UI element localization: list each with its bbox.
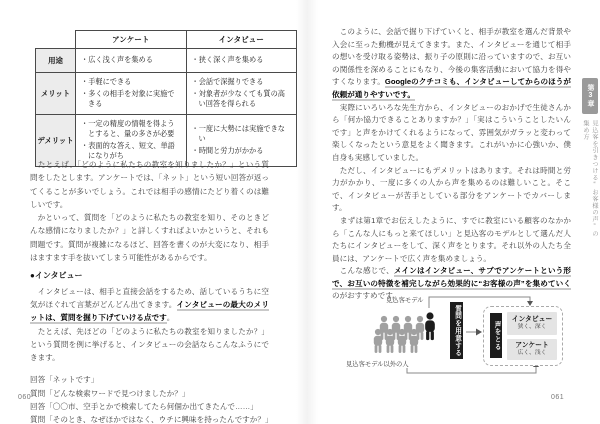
paragraph: たとえば、先ほどの「どのように私たちの教室を知りましたか？」という質問を例に挙げると、インタビューの会話ならこんなふうにできます。	[30, 326, 269, 363]
collect-voices-box: 声をとる	[490, 313, 502, 358]
table-cell: ・広く浅く声を集める	[76, 49, 187, 73]
highlighted-text: Googleのクチコミも、インタビューしてからのほうが依頼が通りやすいです。	[332, 77, 571, 99]
prepare-questions-box: 質問を用意する	[450, 302, 463, 359]
crowd-group	[374, 316, 424, 353]
person-icon	[374, 329, 382, 353]
paragraph: インタビューは、相手と直接会話をするため、話しているうちに空気がほぐれて言葉がどんどん出てきます。インタビューの最大のメリットは、質問を掘り下げていける点です。	[30, 286, 270, 323]
person-icon	[410, 329, 418, 353]
survey-box: アンケート 広く、浅く	[507, 339, 557, 360]
left-page-body	[30, 158, 273, 424]
row-header-demerit: デメリット	[36, 114, 76, 166]
paragraph: かといって、質問を「どのように私たちの教室を知り、そのときどんな感情になりましたか？」と詳しくすればよいかというと、それも問題です。質問が複雑になるほど、回答を書くのが大変になり、相手はますます手を抜いてしまう可能性があるからです。	[30, 213, 269, 263]
dialogue-line: 質問「どんな検索ワードで見つけましたか？」	[30, 388, 190, 398]
section-heading-interview: ●インタビュー	[30, 271, 83, 281]
person-icon	[398, 329, 406, 353]
non-prospect-label: 見込客モデル以外の人	[346, 361, 409, 368]
voice-collection-diagram	[330, 292, 575, 404]
connector-others-to-survey	[407, 367, 536, 373]
interview-box: インタビュー 狭く、深く	[507, 312, 557, 335]
page-number-left: 060	[18, 394, 32, 401]
table-cell: ・一定の精度の情報を得ようとすると、量の多さが必要 ・表面的な答え、短文、単語になりがち	[76, 114, 187, 166]
prospect-person-icon	[425, 312, 435, 340]
collect-voices-group	[483, 306, 563, 366]
column-header-interview: インタビュー	[186, 31, 297, 49]
page-number-right: 061	[551, 394, 565, 401]
paragraph: まずは第1章でお伝えしたように、すでに教室にいる顧客のなかから「こんな人にもっと来てほしい」と見込客のモデルとして選んだ人たちにインタビューをして、深く声をとります。それ以外の人たち全員には、アンケートで広く声を集めましょう。	[332, 215, 571, 263]
table-corner-cell	[36, 31, 76, 49]
person-icon	[416, 316, 424, 340]
paragraph: 実際にいろいろな先生方から、インタビューのおかげで生徒さんから「何か協力できることありますか？」「実はこういうことしたいんです」と声をかけてくれるようになって、雰囲気がガラッと変わって楽しくなったという意見をよく聞きます。これがいかに心強いか、僕自身も実感していました。	[332, 102, 571, 162]
chapter-title: 見込客を引きつける“お客様の声”の集め方	[582, 120, 598, 238]
dialogue-line: 質問「そのとき、なぜほかではなく、ウチに興味を持ったんですか？」	[30, 415, 273, 424]
column-header-survey: アンケート	[76, 31, 187, 49]
dialogue-line: 回答「ネットです」	[30, 375, 99, 385]
paragraph: こんな感じで、メインはインタビュー、サブでアンケートという形で、お互いの特徴を補完しながら効果的に“お客様の声”を集めていくのがおすすめです。	[332, 266, 571, 301]
table-cell: ・一度に大勢には実施できない ・時間と労力がかかる	[186, 114, 297, 166]
chapter-tab	[581, 78, 599, 240]
table-cell: ・狭く深く声を集める	[186, 49, 297, 73]
paragraph: ただし、インタビューにもデメリットはあります。それは時間と労力がかかり、一度に多くの人から声を集めるのは難しいこと。そこで、インタビューが苦手としている部分をアンケートでカバーします。	[332, 165, 571, 213]
table-cell: ・手軽にできる ・多くの相手を対象に実施できる	[76, 73, 187, 115]
dialogue-line: 回答「〇〇市、空手とかで検索してたら何個か出てきたんで……」	[30, 402, 258, 412]
person-icon	[392, 316, 400, 340]
row-header-merit: メリット	[36, 73, 76, 115]
paragraph: たとえば、「どのように私たちの教室を知りましたか？」という質問をしたとします。アンケートでは、「ネット」という短い回答が返ってくることが多いでしょう。これでは相手の感情にたどり着くのは難しいです。	[30, 160, 269, 209]
chapter-number-badge: 第3章	[582, 78, 598, 114]
page-gutter	[296, 0, 318, 424]
right-page-body	[332, 26, 571, 303]
person-icon	[380, 316, 388, 340]
paragraph: このように、会話で掘り下げていくと、相手が教室を選んだ背景や入会に至った動機が見えてきます。また、インタビューを通じて相手の想いを受け取る姿勢は、振り子の原則に沿っていますので、お互いの関係性を深めることにもなり、今後の集客活動において協力を得やすくなります。Googleのクチコミも、インタビューしてからのほうが依頼が通りやすいです。	[332, 27, 571, 99]
dialogue-block	[30, 373, 273, 424]
survey-vs-interview-table	[35, 30, 297, 167]
arrowhead-right-icon	[476, 329, 482, 336]
highlighted-text: インタビューの最大のメリットは、質問を掘り下げていける点です	[30, 299, 270, 323]
person-icon	[386, 329, 394, 353]
table-cell: ・会話で深掘りできる ・対象者が少なくても質の高い回答を得られる	[186, 73, 297, 115]
highlighted-text: メインはインタビュー、サブでアンケートという形で、お互いの特徴を補完しながら効果的に“お客様の声”を集めていく	[332, 266, 571, 288]
prospect-model-label: 見込客モデル	[386, 297, 424, 304]
person-icon	[404, 316, 412, 340]
row-header-purpose: 用途	[36, 49, 76, 73]
